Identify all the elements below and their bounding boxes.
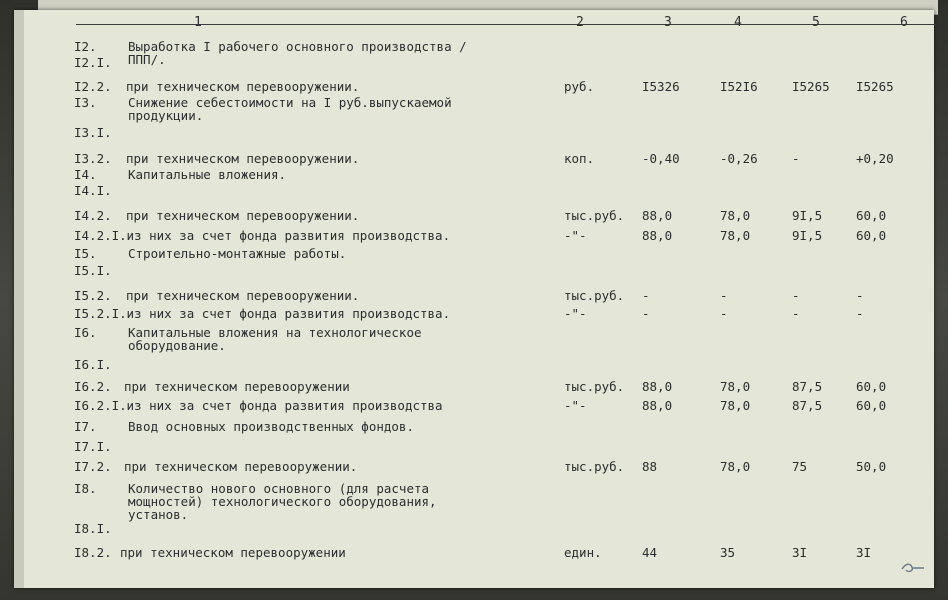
column-header-5: 5: [812, 15, 820, 30]
row-value-col5: 87,5: [792, 379, 823, 394]
row-description: Количество нового основного (для расчета мощностей) технологического оборудования, установ.: [128, 481, 437, 522]
column-header-6: 6: [900, 15, 908, 30]
row-value-col3: -: [642, 306, 650, 321]
row-description: Снижение себестоимости на I руб.выпускаемой продукции.: [128, 95, 452, 123]
row-code: I7.: [74, 419, 97, 434]
row-value-col6: 60,0: [856, 379, 887, 394]
row-description: Строительно-монтажные работы.: [128, 246, 347, 261]
row-code: I5.2.: [74, 288, 112, 303]
row-description: из них за счет фонда развития производства: [126, 398, 443, 413]
row-value-col3: 44: [642, 545, 658, 560]
row-value-col4: 78,0: [720, 228, 751, 243]
row-description: Капитальные вложения.: [128, 167, 287, 182]
row-code: I5.2.I.: [74, 306, 127, 321]
row-code: I6.2.: [74, 379, 112, 394]
row-value-col5: 87,5: [792, 398, 823, 413]
row-code: I4.I.: [74, 183, 112, 198]
row-code: I7.I.: [74, 439, 112, 454]
row-value-col6: -: [856, 306, 864, 321]
row-value-col3: -0,40: [642, 151, 680, 166]
row-unit: коп.: [564, 151, 595, 166]
row-unit: един.: [564, 545, 602, 560]
row-code: I8.2.: [74, 545, 112, 560]
row-description: при техническом перевооружении.: [126, 288, 360, 303]
row-description: из них за счет фонда развития производства.: [126, 228, 451, 243]
row-value-col4: -: [720, 288, 728, 303]
row-unit: руб.: [564, 79, 595, 94]
row-value-col3: 88,0: [642, 228, 673, 243]
row-code: I3.: [74, 95, 97, 110]
row-value-col4: 35: [720, 545, 736, 560]
row-description: Выработка I рабочего основного производства /ППП/.: [128, 39, 467, 67]
row-unit: тыс.руб.: [564, 208, 625, 223]
row-code: I4.: [74, 167, 97, 182]
row-description: при техническом перевооружении.: [124, 459, 358, 474]
row-unit: тыс.руб.: [564, 459, 625, 474]
row-value-col5: 9I,5: [792, 208, 823, 223]
row-code: I6.: [74, 325, 97, 340]
row-value-col5: -: [792, 151, 800, 166]
row-code: I2.2.: [74, 79, 112, 94]
row-code: I2.: [74, 39, 97, 54]
row-unit: тыс.руб.: [564, 379, 625, 394]
row-code: I4.2.I.: [74, 228, 127, 243]
row-value-col5: -: [792, 288, 800, 303]
row-description: при техническом перевооружении.: [126, 151, 360, 166]
row-description: при техническом перевооружении.: [126, 208, 360, 223]
row-value-col4: 78,0: [720, 398, 751, 413]
row-value-col3: -: [642, 288, 650, 303]
row-code: I8.: [74, 481, 97, 496]
column-header-2: 2: [576, 15, 584, 30]
row-value-col5: -: [792, 306, 800, 321]
handwritten-page-mark-icon: [900, 559, 926, 575]
row-code: I8.I.: [74, 521, 112, 536]
row-value-col3: I5326: [642, 79, 680, 94]
row-code: I4.2.: [74, 208, 112, 223]
row-value-col4: -0,26: [720, 151, 758, 166]
row-unit: тыс.руб.: [564, 288, 625, 303]
row-value-col5: 9I,5: [792, 228, 823, 243]
row-code: I5.: [74, 246, 97, 261]
row-code: I3.I.: [74, 125, 112, 140]
row-value-col6: 60,0: [856, 228, 887, 243]
row-value-col3: 88: [642, 459, 658, 474]
row-description: Капитальные вложения на технологическое оборудование.: [128, 325, 422, 353]
header-rule: [76, 24, 936, 25]
row-value-col4: 78,0: [720, 208, 751, 223]
row-code: I6.2.I.: [74, 398, 127, 413]
row-value-col6: I5265: [856, 79, 894, 94]
row-unit: -"-: [564, 398, 587, 413]
row-value-col4: 78,0: [720, 459, 751, 474]
row-code: I5.I.: [74, 263, 112, 278]
row-value-col3: 88,0: [642, 379, 673, 394]
row-code: I7.2.: [74, 459, 112, 474]
row-code: I3.2.: [74, 151, 112, 166]
row-value-col4: -: [720, 306, 728, 321]
row-unit: -"-: [564, 306, 587, 321]
row-value-col3: 88,0: [642, 208, 673, 223]
row-value-col6: -: [856, 288, 864, 303]
row-value-col4: I52I6: [720, 79, 758, 94]
row-unit: -"-: [564, 228, 587, 243]
row-description: из них за счет фонда развития производства.: [126, 306, 451, 321]
document-page: [14, 10, 934, 588]
row-value-col6: +0,20: [856, 151, 894, 166]
row-code: I2.I.: [74, 55, 112, 70]
row-value-col6: 3I: [856, 545, 872, 560]
row-value-col5: 3I: [792, 545, 808, 560]
row-description: при техническом перевооружении.: [126, 79, 360, 94]
page-binding-edge: [14, 10, 24, 588]
row-code: I6.I.: [74, 357, 112, 372]
row-value-col6: 60,0: [856, 398, 887, 413]
column-header-3: 3: [664, 15, 672, 30]
row-description: при техническом перевооружении: [120, 545, 346, 560]
row-value-col6: 50,0: [856, 459, 887, 474]
column-header-1: 1: [194, 15, 202, 30]
row-description: Ввод основных производственных фондов.: [128, 419, 414, 434]
row-value-col6: 60,0: [856, 208, 887, 223]
row-value-col5: 75: [792, 459, 808, 474]
row-value-col3: 88,0: [642, 398, 673, 413]
column-header-4: 4: [734, 15, 742, 30]
row-description: при техническом перевооружении: [124, 379, 350, 394]
row-value-col5: I5265: [792, 79, 830, 94]
row-value-col4: 78,0: [720, 379, 751, 394]
